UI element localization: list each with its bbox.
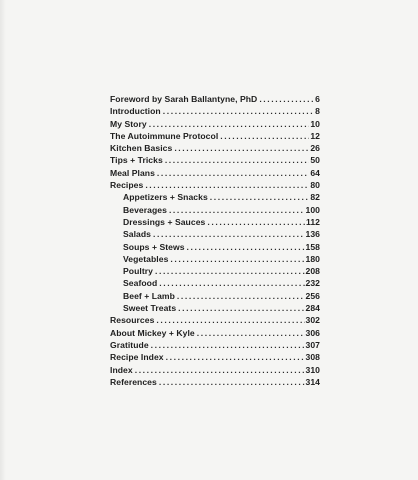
toc-dot-leader [156, 314, 304, 326]
toc-entry [110, 154, 320, 166]
toc-entry-title: Appetizers + Snacks [123, 192, 208, 203]
toc-dot-leader [149, 118, 310, 130]
toc-entry-title: Salads [123, 229, 152, 240]
table-of-contents [110, 93, 320, 388]
toc-entry-title: Vegetables [123, 253, 169, 264]
toc-subentry [110, 277, 320, 289]
toc-entry-title: The Autoimmune Protocol [110, 130, 219, 141]
toc-entry-title: Dressings + Sauces [123, 216, 206, 227]
toc-entry-title: Gratitude [110, 339, 149, 350]
toc-entry-title: Resources [110, 315, 155, 326]
toc-dot-leader [220, 130, 309, 142]
toc-dot-leader [178, 302, 304, 314]
toc-dot-leader [165, 154, 310, 166]
toc-subentry [110, 204, 320, 216]
toc-subentry [110, 191, 320, 203]
toc-entry-title: Seafood [123, 278, 158, 289]
toc-entry [110, 327, 320, 339]
toc-dot-leader [169, 204, 305, 216]
toc-dot-leader [197, 327, 305, 339]
toc-page-number: 112 [305, 216, 320, 227]
toc-page-number: 12 [310, 130, 320, 141]
toc-dot-leader [159, 277, 304, 289]
toc-subentry [110, 253, 320, 265]
toc-entry-title: Beverages [123, 204, 167, 215]
toc-page-number: 136 [305, 229, 320, 240]
toc-subentry [110, 290, 320, 302]
toc-page-number: 307 [305, 339, 320, 350]
toc-entry [110, 142, 320, 154]
toc-entry-title: My Story [110, 118, 147, 129]
toc-dot-leader [153, 228, 304, 240]
toc-page-number: 232 [305, 278, 320, 289]
toc-page-number: 208 [305, 266, 320, 277]
toc-page-number: 8 [315, 106, 320, 117]
toc-subentry [110, 302, 320, 314]
toc-entry-title: Recipes [110, 180, 144, 191]
toc-page-number: 284 [305, 303, 320, 314]
toc-entry [110, 339, 320, 351]
toc-entry [110, 376, 320, 388]
toc-page-number: 302 [305, 315, 320, 326]
toc-page-number: 314 [305, 376, 320, 387]
toc-dot-leader [170, 253, 304, 265]
toc-subentry [110, 216, 320, 228]
toc-dot-leader [159, 376, 305, 388]
toc-entry-title: Soups + Stews [123, 241, 185, 252]
toc-entry-title: Poultry [123, 266, 153, 277]
toc-subentry [110, 228, 320, 240]
toc-subentry [110, 241, 320, 253]
toc-entry [110, 364, 320, 376]
toc-dot-leader [207, 216, 305, 228]
toc-subentry [110, 265, 320, 277]
toc-page-number: 64 [310, 167, 320, 178]
toc-dot-leader [177, 290, 305, 302]
toc-page-number: 306 [305, 327, 320, 338]
toc-entry [110, 130, 320, 142]
page-gutter-shadow [0, 0, 6, 480]
toc-page-number: 180 [305, 253, 320, 264]
toc-page-number: 80 [310, 180, 320, 191]
toc-entry-title: Foreword by Sarah Ballantyne, PhD [110, 94, 258, 104]
toc-entry [110, 179, 320, 191]
toc-dot-leader [166, 351, 305, 363]
toc-dot-leader [210, 191, 310, 203]
toc-entry-title: Kitchen Basics [110, 143, 173, 154]
toc-entry [110, 351, 320, 363]
toc-dot-leader [155, 265, 305, 277]
toc-entry [110, 105, 320, 117]
toc-entry-title: Tips + Tricks [110, 155, 163, 166]
toc-page-number: 10 [310, 118, 320, 129]
toc-entry-title: References [110, 376, 157, 387]
toc-dot-leader [157, 167, 309, 179]
toc-entry-title: Sweet Treats [123, 303, 177, 314]
toc-page-number: 26 [310, 143, 320, 154]
toc-page-number: 6 [315, 94, 320, 104]
toc-page-number: 308 [305, 352, 320, 363]
toc-entry [110, 314, 320, 326]
toc-entry-title: Beef + Lamb [123, 290, 175, 301]
toc-page-number: 82 [310, 192, 320, 203]
toc-entry-title: Meal Plans [110, 167, 155, 178]
toc-page-number: 100 [305, 204, 320, 215]
toc-entry [110, 93, 320, 105]
toc-dot-leader [145, 179, 309, 191]
toc-entry-title: Index [110, 364, 133, 375]
toc-dot-leader [174, 142, 309, 154]
toc-dot-leader [135, 364, 305, 376]
toc-entry [110, 167, 320, 179]
toc-dot-leader [259, 93, 314, 105]
toc-page-number: 256 [305, 290, 320, 301]
toc-dot-leader [187, 241, 305, 253]
toc-page-number: 310 [305, 364, 320, 375]
toc-entry-title: Introduction [110, 106, 161, 117]
toc-dot-leader [151, 339, 305, 351]
toc-page-number: 50 [310, 155, 320, 166]
toc-entry-title: About Mickey + Kyle [110, 327, 195, 338]
toc-entry [110, 118, 320, 130]
toc-entry-title: Recipe Index [110, 352, 164, 363]
toc-dot-leader [163, 105, 314, 117]
toc-page-number: 158 [305, 241, 320, 252]
